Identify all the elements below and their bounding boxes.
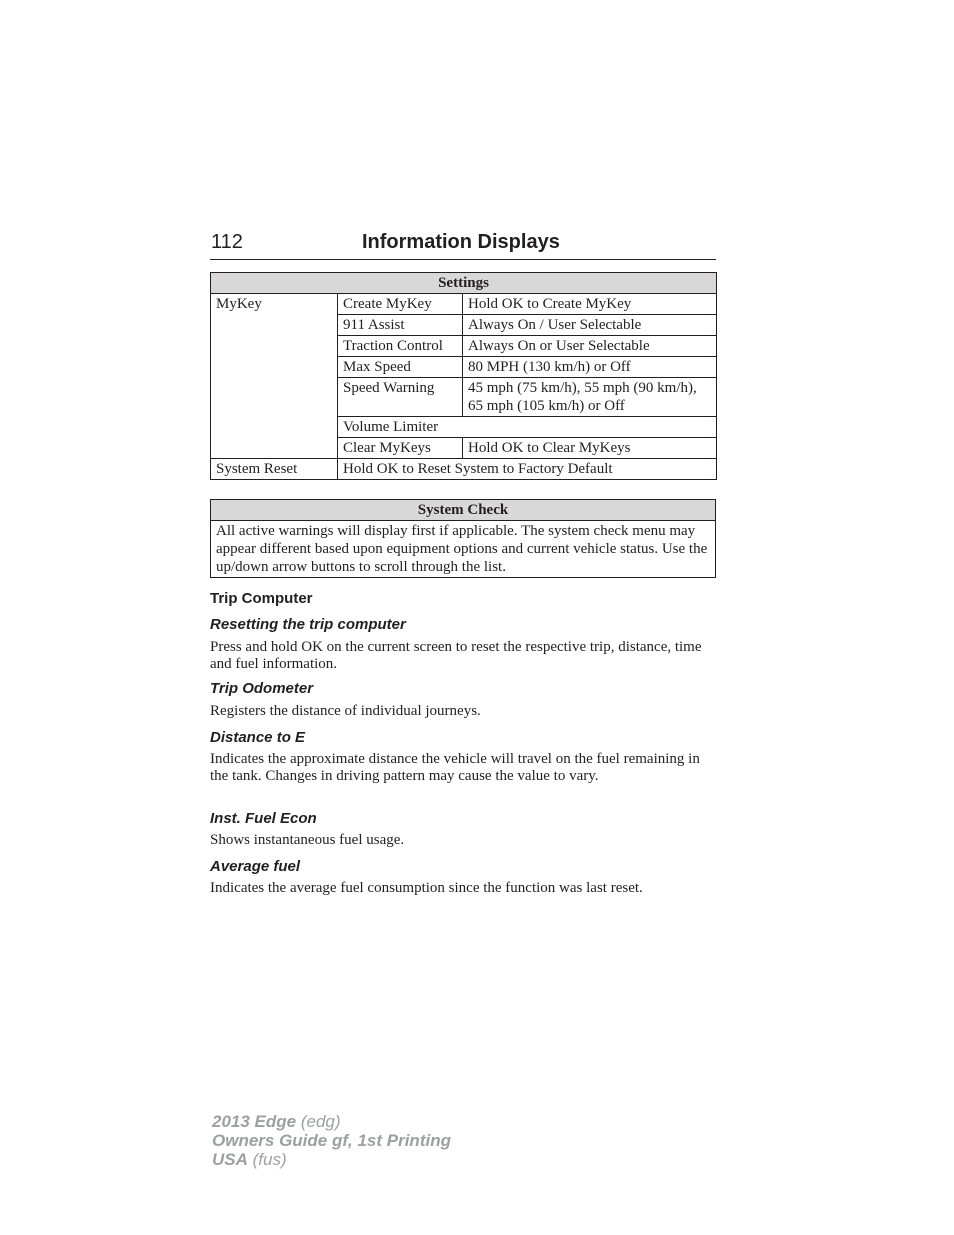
section-title: Information Displays <box>362 231 560 253</box>
page-number: 112 <box>211 231 243 253</box>
table-row <box>211 459 717 480</box>
footer-line-guide: Owners Guide gf, 1st Printing <box>212 1131 451 1150</box>
table-row <box>211 294 717 315</box>
system-reset-value: Hold OK to Reset System to Factory Default <box>338 459 717 480</box>
subsection-heading: Average fuel <box>210 858 301 875</box>
value-cell: Hold OK to Create MyKey <box>463 294 717 315</box>
system-check-table <box>210 499 716 578</box>
subsection-text: Registers the distance of individual journeys. <box>210 703 481 719</box>
option-cell: Max Speed <box>338 357 463 378</box>
trip-computer-heading: Trip Computer <box>210 590 313 607</box>
option-cell: Create MyKey <box>338 294 463 315</box>
page-header <box>210 229 716 260</box>
settings-table <box>210 272 717 480</box>
subsection-heading: Inst. Fuel Econ <box>210 810 317 827</box>
subsection-text: Shows instantaneous fuel usage. <box>210 832 405 848</box>
option-cell: Volume Limiter <box>338 417 717 438</box>
footer-line-model: 2013 Edge (edg) <box>212 1112 341 1131</box>
system-reset-label: System Reset <box>211 459 338 480</box>
subsection-text: Indicates the average fuel consumption since the function was last reset. <box>210 880 643 896</box>
option-cell: Clear MyKeys <box>338 438 463 459</box>
value-cell: Always On / User Selectable <box>463 315 717 336</box>
value-cell: 45 mph (75 km/h), 55 mph (90 km/h), 65 mph (105 km/h) or Off <box>463 378 717 417</box>
page-footer <box>212 1112 451 1169</box>
subsection-heading: Distance to E <box>210 729 306 746</box>
option-cell: Traction Control <box>338 336 463 357</box>
subsection-text: Indicates the approximate distance the vehicle will travel on the fuel remaining in the tank. Changes in driving pattern may cause the value to vary. <box>210 751 700 784</box>
option-cell: 911 Assist <box>338 315 463 336</box>
value-cell: 80 MPH (130 km/h) or Off <box>463 357 717 378</box>
value-cell: Always On or User Selectable <box>463 336 717 357</box>
mykey-label: MyKey <box>211 294 338 459</box>
system-check-body: All active warnings will display first if applicable. The system check menu may appear different based upon equipment options and current vehicle status. Use the up/down arrow buttons to scroll through the list. <box>211 521 716 578</box>
option-cell: Speed Warning <box>338 378 463 417</box>
footer-line-region: USA (fus) <box>212 1150 287 1169</box>
value-cell: Hold OK to Clear MyKeys <box>463 438 717 459</box>
settings-table-title: Settings <box>211 273 717 294</box>
subsection-heading: Resetting the trip computer <box>210 616 406 633</box>
subsection-heading: Trip Odometer <box>210 680 314 697</box>
system-check-title: System Check <box>211 500 716 521</box>
subsection-text: Press and hold OK on the current screen to reset the respective trip, distance, time and fuel information. <box>210 639 702 672</box>
